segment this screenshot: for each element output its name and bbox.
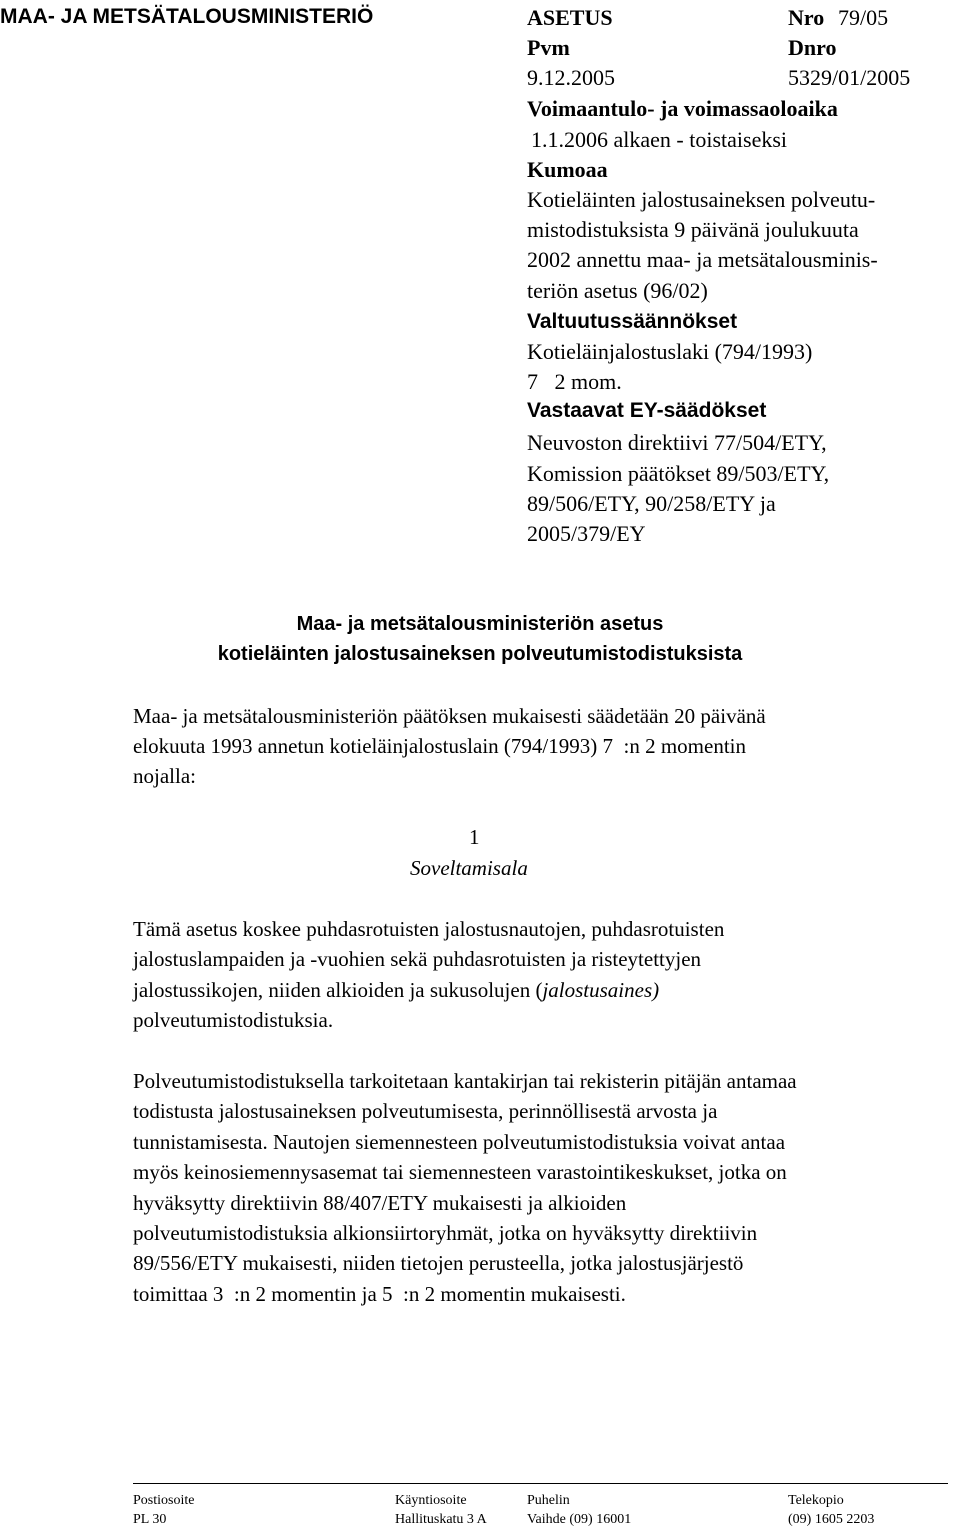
document-title: Maa- ja metsätalousministeriön asetus (296, 613, 664, 635)
paragraph-line: Polveutumistodistuksella tarkoitetaan kantakirjan tai rekisterin pitäjän antamaa (133, 1069, 797, 1093)
kumoaa-line: 2002 annettu maa- ja metsätalousminis- (527, 247, 878, 272)
dnro-value: 5329/01/2005 (788, 65, 911, 90)
doc-type: ASETUS (527, 5, 613, 30)
paragraph-line: todistusta jalostusaineksen polveutumisesta, perinnöllisestä arvosta ja (133, 1099, 718, 1123)
kumoaa-label: Kumoaa (527, 157, 608, 182)
paragraph-line: toimittaa 3 :n 2 momentin ja 5 :n 2 momentin mukaisesti. (133, 1282, 626, 1306)
paragraph-line: tunnistamisesta. Nautojen siemennesteen polveutumistodistuksia voivat antaa (133, 1130, 786, 1154)
nro-value: 79/05 (838, 5, 889, 30)
valtuutus-label: Valtuutussäännökset (527, 310, 738, 333)
ey-line: 2005/379/EY (527, 521, 646, 546)
ey-line: Neuvoston direktiivi 77/504/ETY, (527, 430, 827, 455)
valtuutus-line: Kotieläinjalostuslaki (794/1993) (527, 339, 813, 364)
footer-telekopio-label: Telekopio (788, 1493, 844, 1508)
paragraph-text: jalostussikojen, niiden alkioiden ja sukusolujen ( (133, 978, 543, 1002)
dnro-label: Dnro (788, 35, 837, 60)
ey-label: Vastaavat EY-säädökset (527, 399, 767, 422)
footer-puhelin-value: Vaihde (09) 16001 (527, 1512, 632, 1527)
valtuutus-line: 7 2 mom. (527, 369, 622, 394)
voimaantulo-label: Voimaantulo- ja voimassaoloaika (527, 96, 838, 121)
paragraph-line: polveutumistodistuksia alkionsiirtoryhmät, jotka on hyväksytty direktiivin (133, 1221, 758, 1245)
defined-term: jalostusaines) (542, 978, 660, 1002)
pvm-value: 9.12.2005 (527, 65, 615, 90)
footer-postiosoite-value: PL 30 (133, 1512, 167, 1527)
section-number: 1 (469, 825, 480, 849)
ministry-name: MAA- JA METSÄTALOUSMINISTERIÖ (0, 5, 374, 28)
intro-line: elokuuta 1993 annetun kotieläinjalostuslain (794/1993) 7 :n 2 momentin (133, 734, 746, 758)
footer-kayntiosoite-value: Hallituskatu 3 A (395, 1512, 487, 1527)
document-title-line2: kotieläinten jalostusaineksen polveutumistodistuksista (217, 643, 743, 665)
paragraph-line: hyväksytty direktiivin 88/407/ETY mukaisesti ja alkioiden (133, 1191, 627, 1215)
kumoaa-line: Kotieläinten jalostusaineksen polveutu- (527, 187, 876, 212)
footer-puhelin-label: Puhelin (527, 1493, 570, 1508)
footer-kayntiosoite-label: Käyntiosoite (395, 1493, 467, 1508)
paragraph-line: Tämä asetus koskee puhdasrotuisten jalostusnautojen, puhdasrotuisten (133, 917, 725, 941)
paragraph-line: myös keinosiemennysasemat tai siemennesteen varastointikeskukset, jotka on (133, 1160, 787, 1184)
paragraph-line: polveutumistodistuksia. (133, 1008, 334, 1032)
pvm-label: Pvm (527, 35, 570, 60)
intro-line: Maa- ja metsätalousministeriön päätöksen mukaisesti säädetään 20 päivänä (133, 704, 766, 728)
intro-line: nojalla: (133, 764, 196, 788)
ey-line: Komission päätökset 89/503/ETY, (527, 461, 830, 486)
paragraph-line (133, 975, 659, 1006)
ey-line: 89/506/ETY, 90/258/ETY ja (527, 491, 776, 516)
kumoaa-line: mistodistuksista 9 päivänä joulukuuta (527, 217, 859, 242)
kumoaa-line: teriön asetus (96/02) (527, 278, 708, 303)
nro-label: Nro (788, 5, 825, 30)
footer-postiosoite-label: Postiosoite (133, 1493, 195, 1508)
paragraph-line: jalostuslampaiden ja -vuohien sekä puhdasrotuisten ja risteytettyjen (133, 947, 702, 971)
footer-telekopio-value: (09) 1605 2203 (788, 1512, 875, 1527)
paragraph-line: 89/556/ETY mukaisesti, niiden tietojen perusteella, jotka jalostusjärjestö (133, 1251, 744, 1275)
footer-divider (133, 1483, 948, 1484)
voimaantulo-value: 1.1.2006 alkaen - toistaiseksi (531, 127, 788, 152)
section-heading: Soveltamisala (410, 856, 528, 880)
